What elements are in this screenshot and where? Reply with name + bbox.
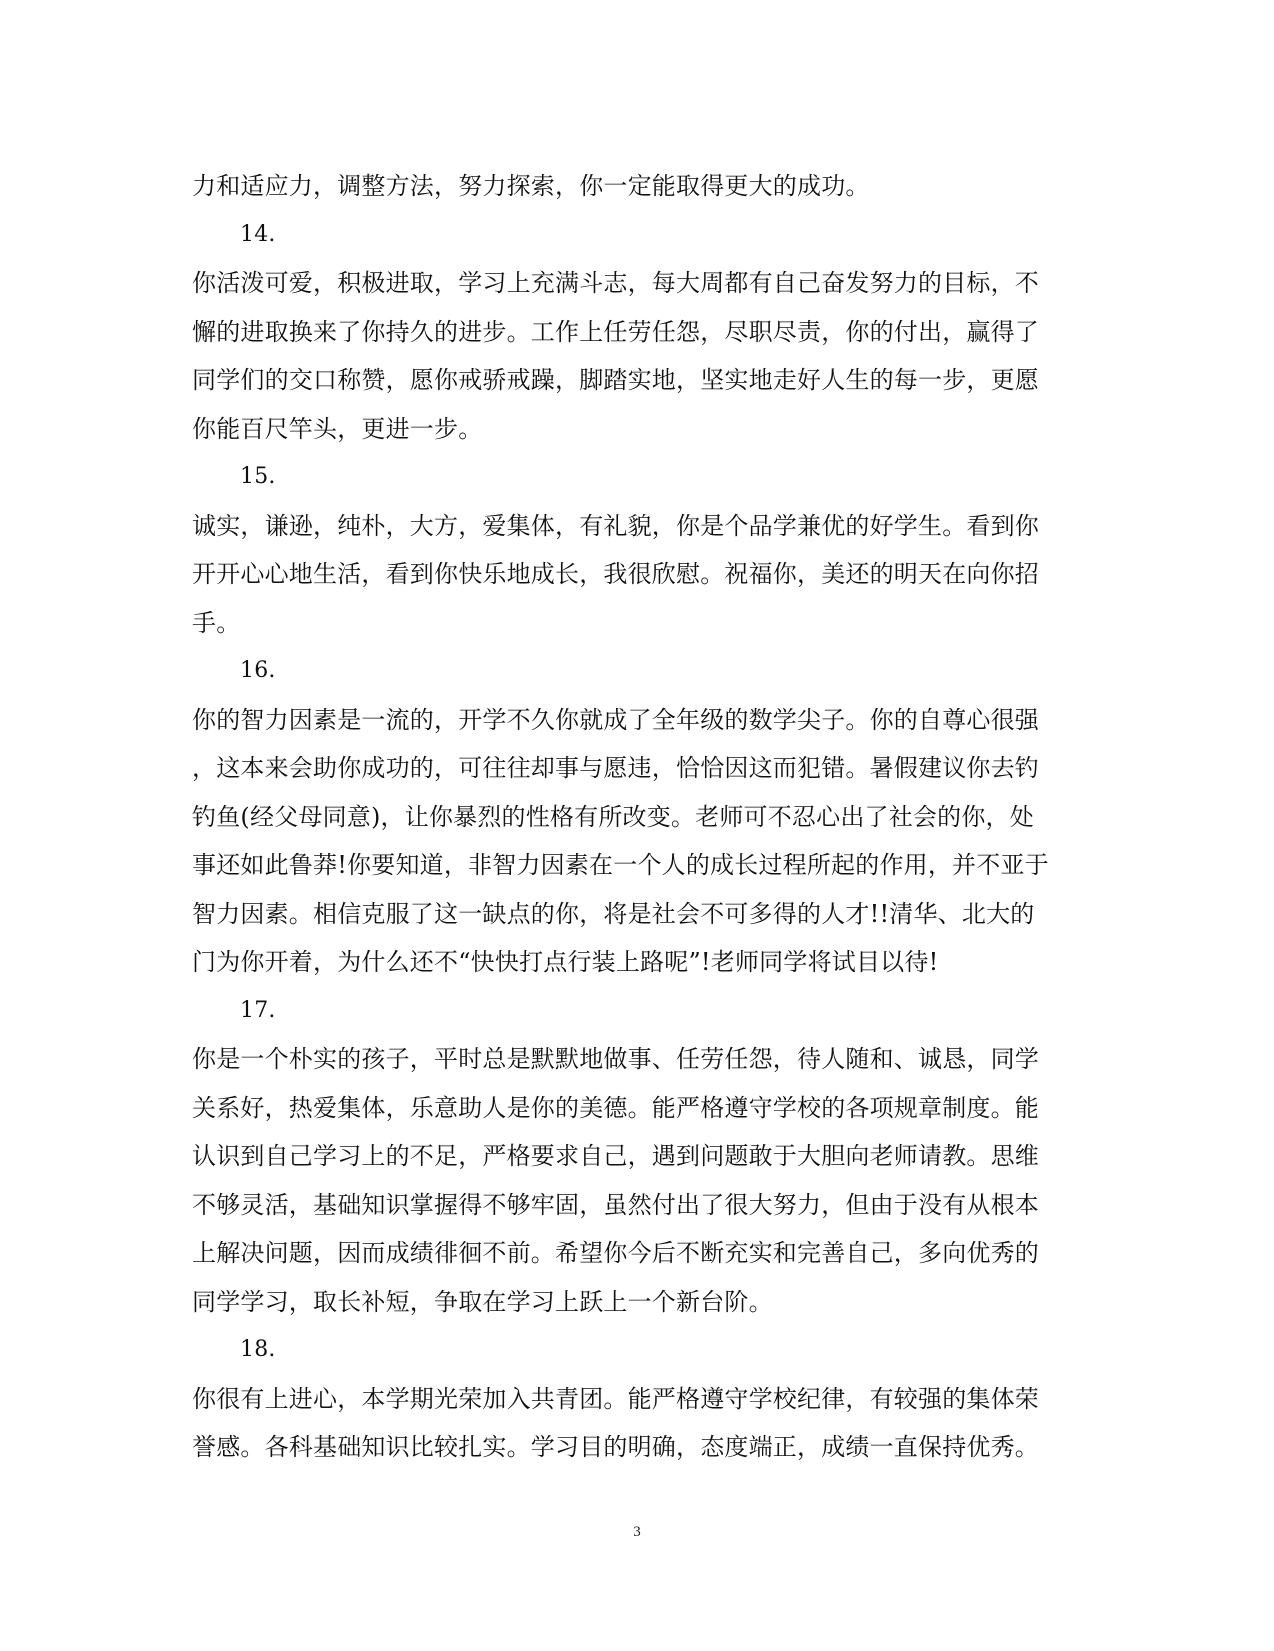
text-line: 力和适应力，调整方法，努力探索，你一定能取得更大的成功。 bbox=[192, 172, 870, 200]
text-line: 关系好，热爱集体，乐意助人是你的美德。能严格遵守学校的各项规章制度。能 bbox=[192, 1093, 1039, 1122]
text-line: 开开心心地生活，看到你快乐地成长，我很欣慰。祝福你，美还的明天在向你招 bbox=[192, 560, 1039, 588]
text-line: 不够灵活，基础知识掌握得不够牢固，虽然付出了很大努力，但由于没有从根本 bbox=[192, 1190, 1039, 1219]
text-line: 你是一个朴实的孩子，平时总是默默地做事、任劳任怨，待人随和、诚恳，同学 bbox=[192, 1045, 1039, 1073]
text-line: 懈的进取换来了你持久的进步。工作上任劳任怨，尽职尽责，你的付出，赢得了 bbox=[192, 317, 1039, 346]
text-line: 门为你开着，为什么还不“快快打点行装上路呢”!老师同学将试目以待! bbox=[192, 948, 939, 976]
text-line: 钓鱼(经父母同意)，让你暴烈的性格有所改变。老师可不忍心出了社会的你，处 bbox=[192, 802, 1034, 831]
text-line: 你的智力因素是一流的，开学不久你就成了全年级的数学尖子。你的自尊心很强 bbox=[192, 705, 1039, 734]
text-line: 誉感。各科基础知识比较扎实。学习目的明确，态度端正，成绩一直保持优秀。 bbox=[192, 1433, 1039, 1461]
text-line: 智力因素。相信克服了这一缺点的你，将是社会不可多得的人才!!清华、北大的 bbox=[192, 899, 1035, 928]
document-body bbox=[192, 162, 1082, 1472]
text-line: ，这本来会助你成功的，可往往却事与愿违，恰恰因这而犯错。暑假建议你去钓 bbox=[192, 754, 1039, 782]
text-line: 诚实，谦逊，纯朴，大方，爱集体，有礼貌，你是个品学兼优的好学生。看到你 bbox=[192, 511, 1039, 540]
text-line: 你很有上进心，本学期光荣加入共青团。能严格遵守学校纪律，有较强的集体荣 bbox=[192, 1384, 1039, 1413]
item-number: 17. bbox=[240, 997, 276, 1023]
text-line: 事还如此鲁莽!你要知道，非智力因素在一个人的成长过程所起的作用，并不亚于 bbox=[192, 851, 1049, 879]
item-number: 15. bbox=[240, 464, 276, 489]
page-number: 3 bbox=[633, 1524, 641, 1540]
text-line: 同学学习，取长补短，争取在学习上跃上一个新台阶。 bbox=[192, 1287, 773, 1316]
item-number: 18. bbox=[240, 1337, 276, 1362]
text-line: 同学们的交口称赞，愿你戒骄戒躁，脚踏实地，坚实地走好人生的每一步，更愿 bbox=[192, 366, 1039, 394]
item-number: 14. bbox=[240, 221, 276, 247]
text-line: 手。 bbox=[192, 608, 241, 637]
text-line: 你能百尺竿头，更进一步。 bbox=[192, 414, 483, 443]
item-number: 16. bbox=[240, 658, 276, 683]
text-line: 认识到自己学习上的不足，严格要求自己，遇到问题敢于大胆向老师请教。思维 bbox=[192, 1142, 1039, 1170]
text-line: 你活泼可爱，积极进取，学习上充满斗志，每大周都有自己奋发努力的目标，不 bbox=[192, 269, 1039, 297]
text-line: 上解决问题，因而成绩徘徊不前。希望你今后不断充实和完善自己，多向优秀的 bbox=[192, 1239, 1039, 1267]
